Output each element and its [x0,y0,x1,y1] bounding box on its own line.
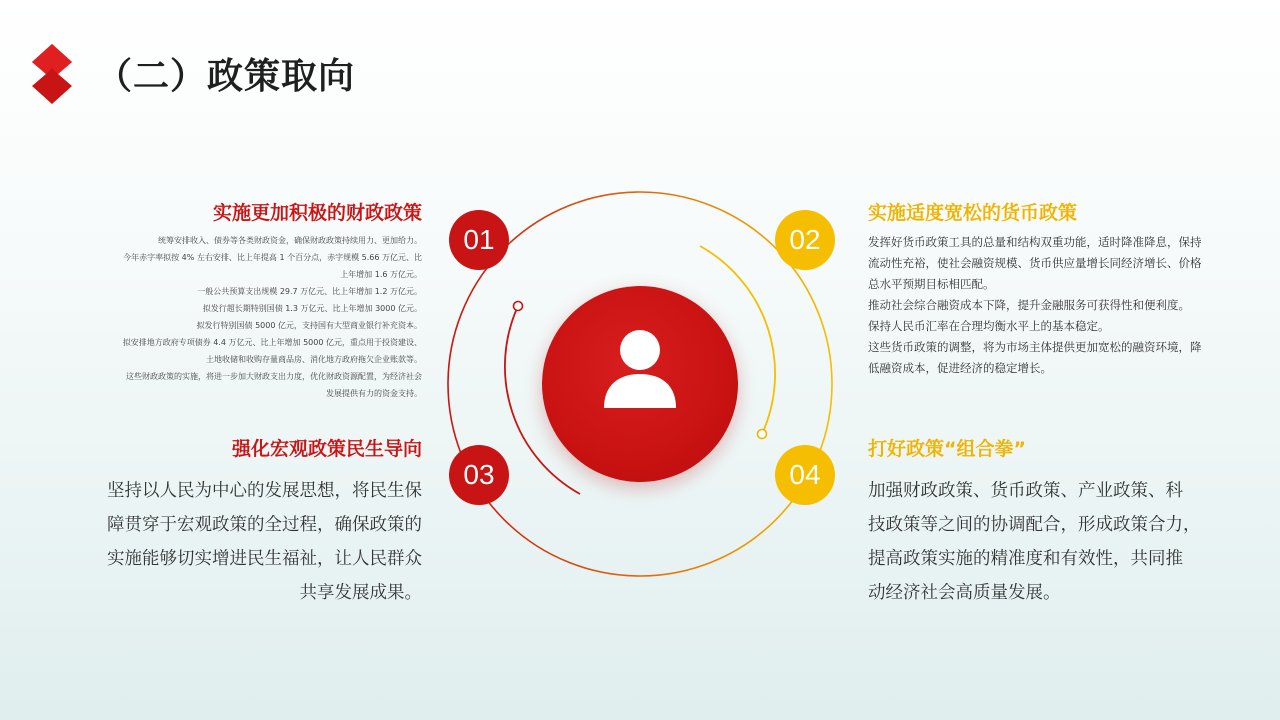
orbit-dot-yellow [758,430,767,439]
body-line: 上年增加 1.6 万亿元。 [340,270,422,279]
body-line: 流动性充裕，使社会融资规模、货币供应量增长同经济增长、价格 [868,256,1202,270]
section-monetary-body [868,232,1202,379]
body-line: 土地收储和收购存量商品房、消化地方政府拖欠企业账款等。 [206,355,422,364]
section-fiscal-title: 实施更加积极的财政政策 [212,202,422,224]
body-line: 共享发展成果。 [299,583,422,603]
body-line: 低融资成本，促进经济的稳定增长。 [868,361,1052,375]
user-icon [596,328,684,412]
badge-03: 03 [449,445,509,505]
orbit-dot-red [514,302,523,311]
body-line: 推动社会综合融资成本下降，提升金融服务可获得性和便利度。 [868,298,1190,312]
body-line: 实施能够切实增进民生福祉，让人民群众 [107,549,422,569]
section-monetary-title: 实施适度宽松的货币政策 [868,202,1078,224]
body-line: 提高政策实施的精准度和有效性，共同推 [868,549,1183,569]
section-combination-title: 打好政策“组合拳” [868,438,1026,460]
section-combination-body [868,474,1201,610]
badge-02: 02 [775,210,835,270]
body-line: 拟安排地方政府专项债券 4.4 万亿元、比上年增加 5000 亿元，重点用于投资建设、 [122,338,422,347]
page-title: （二）政策取向 [96,56,356,97]
badge-01: 01 [449,210,509,270]
badge-04: 04 [775,445,835,505]
body-line: 拟发行特别国债 5000 亿元，支持国有大型商业银行补充资本。 [196,321,422,330]
body-line: 总水平预期目标相匹配。 [868,277,995,291]
section-livelihood-body [107,474,422,610]
body-line: 发挥好货币政策工具的总量和结构双重功能，适时降准降息，保持 [868,235,1202,249]
body-line: 拟发行超长期特别国债 1.3 万亿元、比上年增加 3000 亿元。 [202,304,422,313]
body-line: 发展提供有力的资金支持。 [326,389,422,398]
body-line: 坚持以人民为中心的发展思想，将民生保 [107,481,422,501]
body-line: 这些货币政策的调整，将为市场主体提供更加宽松的融资环境，降 [868,340,1202,354]
body-line: 加强财政政策、货币政策、产业政策、科 [868,481,1183,501]
body-line: 保持人民币汇率在合理均衡水平上的基本稳定。 [868,319,1110,333]
body-line: 一般公共预算支出规模 29.7 万亿元、比上年增加 1.2 万亿元。 [197,287,422,296]
body-line: 今年赤字率拟按 4% 左右安排、比上年提高 1 个百分点，赤字规模 5.66 万亿元、比 [123,253,422,262]
body-line: 技政策等之间的协调配合，形成政策合力， [868,515,1201,535]
body-line: 这些财政政策的实施，将进一步加大财政支出力度，优化财政资源配置，为经济社会 [126,372,422,381]
section-fiscal-body [123,232,422,402]
body-line: 动经济社会高质量发展。 [868,583,1061,603]
body-line: 统筹安排收入、债券等各类财政资金，确保财政政策持续用力、更加给力。 [158,236,422,245]
body-line: 障贯穿于宏观政策的全过程，确保政策的 [107,515,422,535]
section-livelihood-title: 强化宏观政策民生导向 [231,438,422,460]
